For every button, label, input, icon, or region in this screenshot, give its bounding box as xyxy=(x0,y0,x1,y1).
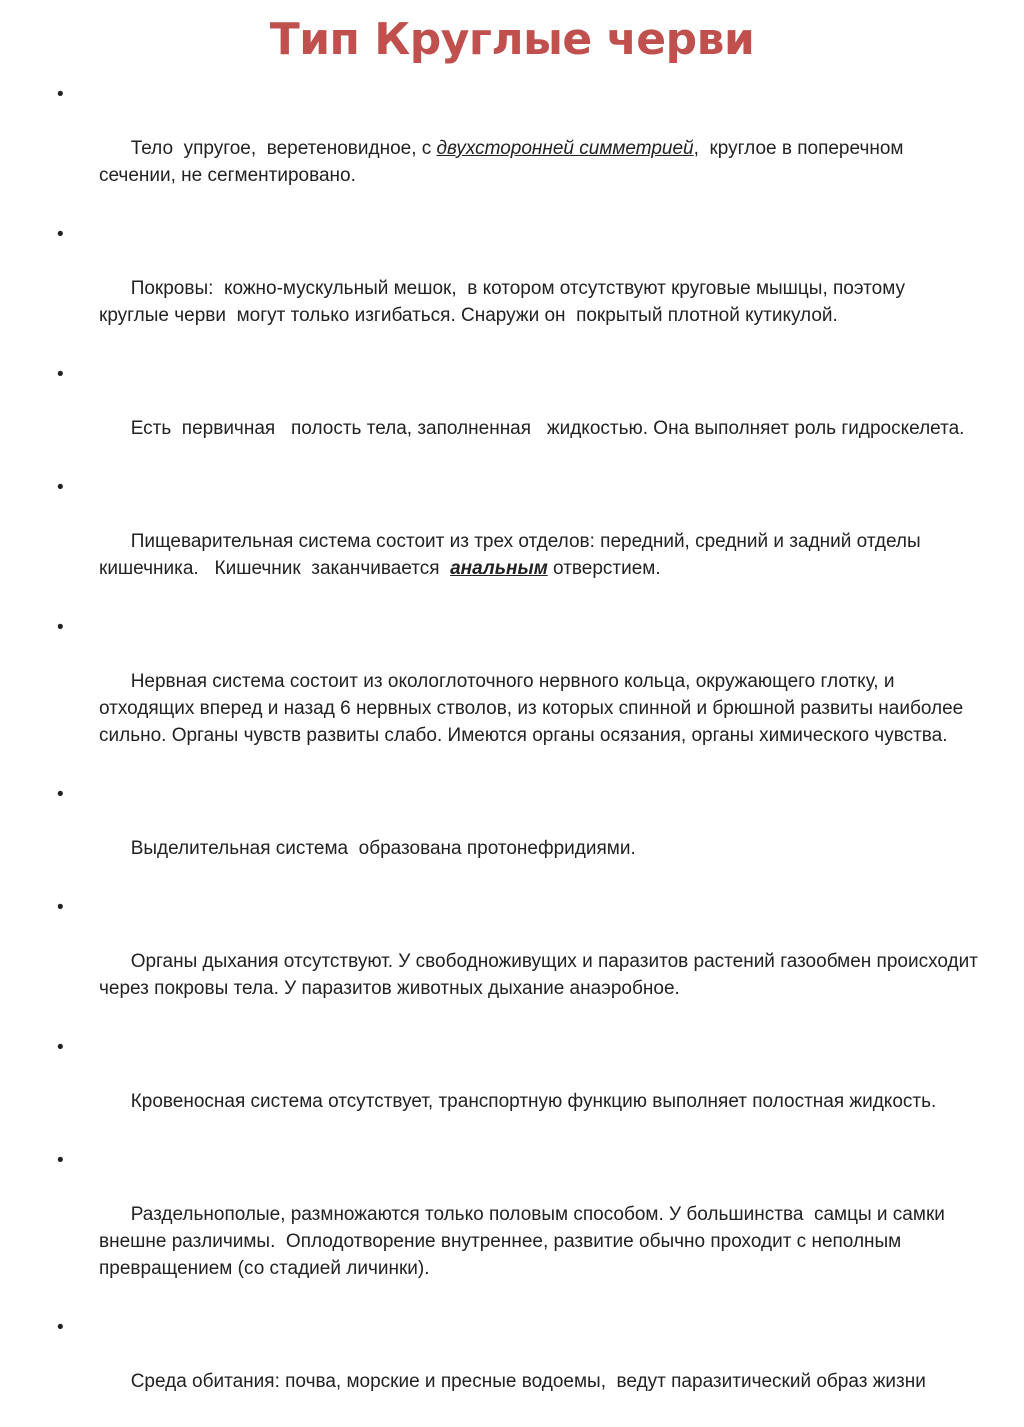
bullet-emphasis-symmetry: двухсторонней симметрией xyxy=(436,138,694,159)
bullet-item-nervous-system xyxy=(48,614,978,776)
bullet-text: Кровеносная система отсутствует, транспортную функцию выполняет полостная жидкость. xyxy=(130,1091,937,1112)
bullet-text: Органы дыхания отсутствуют. У свободноживущих и паразитов растений газообмен происходит через покровы тела. У паразитов животных дыхание анаэробное. xyxy=(99,951,984,999)
bullet-item-habitat xyxy=(48,1314,978,1422)
bullet-list xyxy=(48,81,984,1427)
bullet-icon: • xyxy=(57,1317,64,1338)
bullet-text: Среда обитания: почва, морские и пресные водоемы, ведут паразитический образ жизни xyxy=(130,1371,926,1392)
bullet-item-body-shape xyxy=(48,81,978,216)
slide-title: Тип Круглые черви xyxy=(269,14,755,65)
bullet-emphasis-anal: анальным xyxy=(450,558,548,579)
bullet-item-excretory-system xyxy=(48,781,978,889)
bullet-text-before: Пищеварительная система состоит из трех отделов: передний, средний и задний отделы кишечника. Кишечник заканчивается xyxy=(99,531,926,579)
bullet-icon: • xyxy=(57,1150,64,1171)
bullet-icon: • xyxy=(57,224,64,245)
bullet-icon: • xyxy=(57,84,64,105)
bullet-item-circulatory-system xyxy=(48,1034,978,1142)
bullet-text-after: отверстием. xyxy=(547,558,661,579)
bullet-text: Покровы: кожно-мускульный мешок, в котором отсутствуют круговые мышцы, поэтому круглые черви могут только изгибаться. Снаружи он покрытый плотной кутикулой. xyxy=(99,278,911,326)
bullet-item-respiration xyxy=(48,894,984,1029)
bullet-text: Выделительная система образована протонефридиями. xyxy=(130,838,636,859)
bullet-item-reproduction xyxy=(48,1147,978,1309)
bullet-text: Есть первичная полость тела, заполненная жидкостью. Она выполняет роль гидроскелета. xyxy=(130,418,965,439)
bullet-icon: • xyxy=(57,897,64,918)
bullet-icon: • xyxy=(57,617,64,638)
bullet-icon: • xyxy=(57,1037,64,1058)
bullet-item-body-cavity xyxy=(48,361,978,469)
bullet-text: Нервная система состоит из окологлоточного нервного кольца, окружающего глотку, и отходящих вперед и назад 6 нервных стволов, из которых спинной и брюшной развиты наиболее сильно. Органы чувств развиты слабо. Имеются органы осязания, органы химического чувства. xyxy=(99,671,969,746)
bullet-icon: • xyxy=(57,784,64,805)
bullet-text-before: Тело упругое, веретеновидное, с xyxy=(130,138,437,159)
bullet-item-integument xyxy=(48,221,978,356)
bullet-icon: • xyxy=(57,364,64,385)
bullet-text: Раздельнополые, размножаются только половым способом. У большинства самцы и самки внешне различимы. Оплодотворение внутреннее, развитие обычно проходит с неполным превращением (со стадией личинки). xyxy=(99,1204,951,1279)
bullet-item-digestive-system xyxy=(48,474,978,609)
bullet-icon: • xyxy=(57,477,64,498)
bullet-text-after: , круглое в поперечном сечении, не сегментировано. xyxy=(99,138,909,186)
